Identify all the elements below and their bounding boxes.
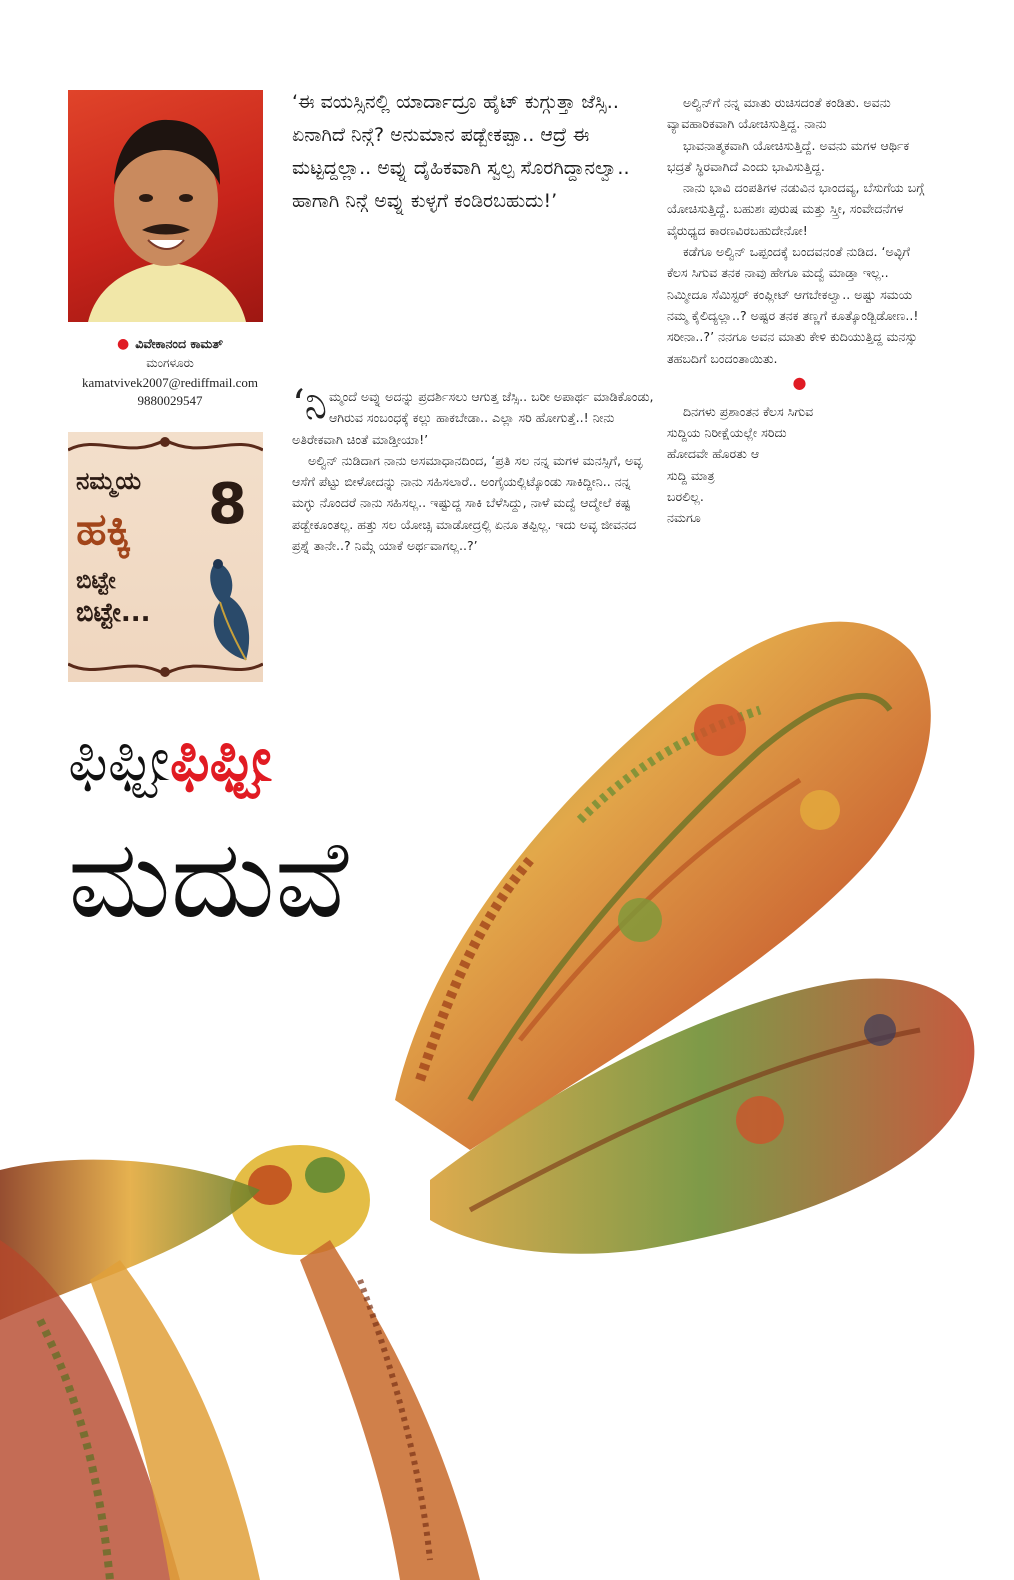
series-title-line4: ಬಿಟ್ಟೇ... — [76, 598, 151, 628]
author-name — [70, 336, 270, 352]
author-portrait-icon — [68, 90, 263, 322]
paragraph — [292, 382, 654, 450]
dragonfly-illustration — [0, 560, 1014, 1580]
series-episode-number: 8 — [208, 472, 247, 537]
drop-cap: ‘ನಿ — [292, 382, 327, 428]
paragraph-line: ನಮಗೂ — [667, 510, 701, 526]
author-name-text: ವಿವೇಕಾನಂದ ಕಾಮತ್ — [135, 336, 223, 351]
intro-pull-quote: ‘ಈ ವಯಸ್ಸಿನಲ್ಲಿ ಯಾರ್ದಾದ್ರೂ ಹೈಟ್ ಕುಗ್ಗುತ್ತಾ ಜೆಸ್ಸಿ.. ಏನಾಗಿದೆ ನಿನ್ಗೆ? ಅನುಮಾನ ಪಡ್ಬೇಕಪ್ಪಾ.. ಆದ್ರೆ ಈ ಮಟ್ಟದ್ದಲ್ಲಾ.. ಅವ್ನು ದೈಹಿಕವಾಗಿ ಸ್ವಲ್ಪ ಸೊರಗಿದ್ದಾನಲ್ವಾ.. ಹಾಗಾಗಿ ನಿನ್ಗೆ ಅವ್ನು ಕುಳ್ಳಗೆ ಕಂಡಿರಬಹುದು!’ — [292, 91, 630, 212]
paragraph: ಅಲ್ವಿನ್‌ಗೆ ನನ್ನ ಮಾತು ರುಚಿಸದಂತೆ ಕಂಡಿತು. ಅವನು ವ್ಯಾವಹಾರಿಕವಾಗಿ ಯೋಚಿಸುತ್ತಿದ್ದ. ನಾನು — [667, 95, 891, 132]
dragonfly-head — [230, 1145, 370, 1255]
series-title-line3: ಬಿಟ್ಟೇ — [76, 568, 116, 594]
paragraph: ಭಾವನಾತ್ಮಕವಾಗಿ ಯೋಚಿಸುತ್ತಿದ್ದೆ. ಅವನು ಮಗಳ ಆರ್ಥಿಕ ಭದ್ರತೆ ಸ್ಥಿರವಾಗಿದೆ ಎಂದು ಭಾವಿಸುತ್ತಿದ್ದ. — [667, 137, 910, 174]
author-email: kamatvivek2007@rediffmail.com — [82, 375, 258, 390]
author-phone: 9880029547 — [137, 393, 203, 408]
headline-main: ಮದುವೆ — [68, 817, 349, 942]
paragraph: ಅಲ್ವಿನ್ ನುಡಿದಾಗ ನಾನು ಅಸಮಾಧಾನದಿಂದ, ‘ಪ್ರತಿ ಸಲ ನನ್ನ ಮಗಳ ಮನಸ್ಸಿಗೆ, ಅವ್ಳ ಆಸೆಗೆ ಪೆಟ್ಟು ಬೀಳೋದನ್ನು ನಾನು ಸಹಿಸಲಾರೆ.. ಅಂಗೈಯಲ್ಲಿಟ್ಕೊಂಡು ಸಾಕಿದ್ದೀನಿ.. ನನ್ನ ಮಗ್ಳು ನೊಂದರೆ ನಾನು ಸಹಿಸಲ್ಲ.. ಇಷ್ಟುದ್ದ ಸಾಕಿ ಬೆಳೆಸಿದ್ದು, ನಾಳೆ ಮದ್ವೆ ಆದ್ಮೇಲೆ ಕಷ್ಟ ಪಡ್ಬೇಕೂಂತಲ್ಲ. ಹತ್ತು ಸಲ ಯೋಚ್ಸಿ ಮಾಡೋದ್ರಲ್ಲಿ ಏನೂ ತಪ್ಪಿಲ್ಲ. ಇದು ಅವ್ಳ ಜೀವನದ ಪ್ರಶ್ನೆ ತಾನೇ..? ನಿಮ್ಗೆ ಯಾಕೆ ಅರ್ಥವಾಗಲ್ಲ..?’ — [292, 452, 643, 554]
headline-part-a: ಫಿಫ್ಟೀ — [68, 722, 170, 795]
paragraph-line: ದಿನಗಳು ಪ್ರಶಾಂತನ ಕೆಲಸ ಸಿಗುವ — [683, 403, 814, 419]
bullet-dot-icon: ● — [117, 336, 130, 352]
ornament-bottom-icon — [68, 656, 263, 682]
article-column-middle — [292, 382, 654, 556]
section-separator-dot-icon: ● — [792, 372, 807, 392]
paragraph-line: ಬರಲಿಲ್ಲ. — [667, 489, 704, 505]
headline-kicker — [68, 722, 272, 796]
ornament-top-icon — [68, 432, 263, 458]
paragraph: ನಾನು ಭಾವಿ ದಂಪತಿಗಳ ನಡುವಿನ ಭಾಂದವ್ಯ, ಬೆಸುಗೆಯ ಬಗ್ಗೆ ಯೋಚಿಸುತ್ತಿದ್ದೆ. ಬಹುಶಃ ಪುರುಷ ಮತ್ತು ಸ್ತ್ರೀ, ಸಂವೇದನೆಗಳ ವೈರುಧ್ಯದ ಕಾರಣವಿರಬಹುದೇನೋ! — [667, 180, 925, 238]
author-place: ಮಂಗಳೂರು — [146, 356, 194, 370]
series-title-line1: ನಮ್ಮಯ — [76, 467, 142, 495]
peacock-icon — [196, 552, 258, 662]
author-photo — [68, 90, 263, 322]
series-title-line2: ಹಕ್ಕಿ — [76, 504, 132, 555]
paragraph: ಕಡೆಗೂ ಅಲ್ವಿನ್ ಒಪ್ಪಂದಕ್ಕೆ ಬಂದವನಂತೆ ನುಡಿದ. ‘ಅವ್ಳಿಗೆ ಕೆಲಸ ಸಿಗುವ ತನಕ ನಾವು ಹೇಗೂ ಮದ್ವೆ ಮಾಡ್ತಾ ಇಲ್ಲ.. ನಿಮ್ಮೀದೂ ಸೆಮಿಸ್ಟರ್ ಕಂಪ್ಲೀಟ್ ಆಗಬೇಕಲ್ವಾ.. ಅಷ್ಟು ಸಮಯ ನಮ್ಮ ಕೈಲಿದ್ಯಲ್ಲಾ..? ಅಷ್ಟರ ತನಕ ತಣ್ಣಗೆ ಕೂತ್ಕೊಂಡ್ಬಿಡೋಣ..! ಸರೀನಾ..?’ ನನಗೂ ಅವನ ಮಾತು ಕೇಳಿ ಕುದಿಯುತ್ತಿದ್ದ ಮನಸ್ಸು ತಹಬದಿಗೆ ಬಂದಂತಾಯಿತು. — [667, 244, 919, 366]
paragraph-line: ಹೋದವೇ ಹೊರತು ಆ — [667, 446, 760, 462]
headline-part-b: ಫಿಫ್ಟೀ — [169, 722, 272, 795]
series-logo-box — [68, 432, 263, 682]
paragraph-line: ಸುದ್ದಿ ಮಾತ್ರ — [667, 467, 715, 483]
article-column-right — [667, 92, 932, 529]
paragraph-text: ಮ್ಮಂದೆ ಅವ್ನು ಅದನ್ನು ಪ್ರದರ್ಶಿಸಲು ಆಗುತ್ತ ಜೆಸ್ಸಿ.. ಬರೀ ಅಪಾರ್ಥ ಮಾಡಿಕೊಂಡು, ಆಗಿರುವ ಸಂಬಂಧಕ್ಕೆ ಕಲ್ಲು ಹಾಕಬೇಡಾ.. ಎಲ್ಲಾ ಸರಿ ಹೋಗುತ್ತೆ..! ನೀನು ಅತಿರೇಕವಾಗಿ ಚಿಂತೆ ಮಾಡ್ತೀಯಾ!’ — [292, 389, 654, 447]
paragraph-line: ಸುದ್ದಿಯ ನಿರೀಕ್ಷೆಯಲ್ಲೇ ಸರಿದು — [667, 425, 787, 441]
